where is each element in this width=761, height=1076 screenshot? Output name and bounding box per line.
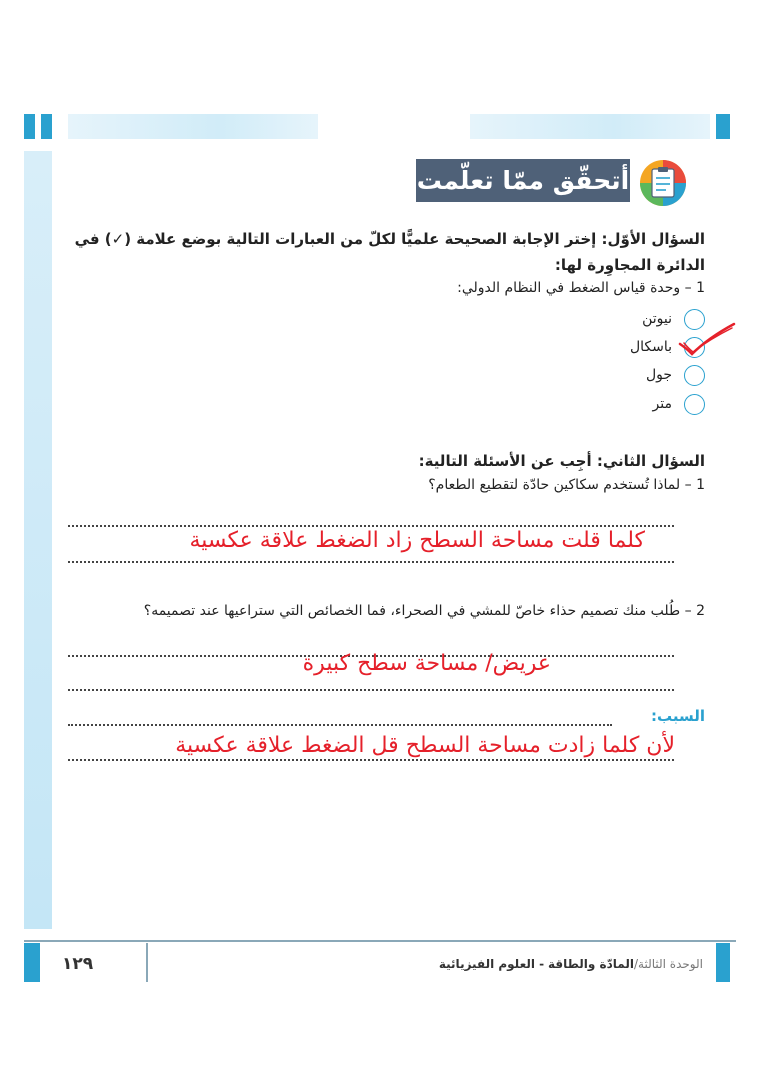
- question2-heading: السؤال الثاني: أجِب عن الأسئلة التالية:: [418, 452, 705, 470]
- header-strip-light-left: [68, 114, 318, 139]
- question2-item2: 2 – طُلب منك تصميم حذاء خاصّ للمشي في الصحراء، فما الخصائص التي ستراعيها عند تصميمه؟: [143, 603, 705, 619]
- side-bar-decoration: [24, 151, 52, 929]
- footer-divider: [146, 943, 148, 982]
- option-label: نيوتن: [642, 311, 672, 327]
- header-strip-right-dark: [716, 114, 730, 139]
- footer-subject: - العلوم الفيزيائية: [438, 957, 545, 971]
- header-strip-left-dark-2: [41, 114, 52, 139]
- header-strip-left-dark: [24, 114, 35, 139]
- handwritten-answer2: عريض/ مساحة سطح كبيرة: [302, 651, 551, 676]
- option-joule[interactable]: [505, 364, 705, 386]
- handwritten-check-icon: [674, 318, 738, 360]
- footer-unit-text: [439, 957, 703, 971]
- clipboard-checklist-icon: [638, 158, 688, 208]
- answer-line: [68, 689, 674, 691]
- handwritten-answer1: كلما قلت مساحة السطح زاد الضغط علاقة عكسية: [189, 528, 645, 553]
- reason-label: السبب:: [650, 707, 705, 725]
- question2-item1: 1 – لماذا تُستخدم سكاكين حادّة لتقطيع الطعام؟: [428, 477, 705, 493]
- option-label: جول: [645, 367, 672, 383]
- radio-circle[interactable]: [684, 365, 705, 386]
- footer-left-block: [24, 943, 40, 982]
- answer-line: [68, 724, 612, 726]
- footer-right-block: [716, 943, 730, 982]
- question1-heading: السؤال الأوّل: إختر الإجابة الصحيحة علميًّا لكلّ من العبارات التالية بوضع علامة (✓) في الدائرة المجاوِرة لها:: [74, 230, 705, 274]
- footer-unit-prefix: الوحدة الثالثة/: [633, 957, 703, 971]
- answer-line: [68, 525, 674, 527]
- section-title-text: أتحقّق ممّا تعلّمت: [416, 166, 630, 195]
- option-meter[interactable]: [505, 393, 705, 415]
- radio-circle[interactable]: [684, 394, 705, 415]
- option-label: باسكال: [629, 339, 672, 355]
- footer-unit-title: المادّة والطاقة: [547, 957, 634, 971]
- handwritten-reason: لأن كلما زادت مساحة السطح قل الضغط علاقة عكسية: [175, 733, 675, 758]
- page-number: ١٢٩: [62, 954, 94, 974]
- question1-item: 1 – وحدة قياس الضغط في النظام الدولي:: [457, 280, 705, 296]
- footer-rule: [24, 940, 736, 942]
- section-title-box: [416, 159, 630, 202]
- option-label: متر: [652, 396, 672, 412]
- answer-line: [68, 759, 674, 761]
- answer-line: [68, 561, 674, 563]
- header-strip-light-right: [470, 114, 710, 139]
- section-title: [416, 158, 710, 210]
